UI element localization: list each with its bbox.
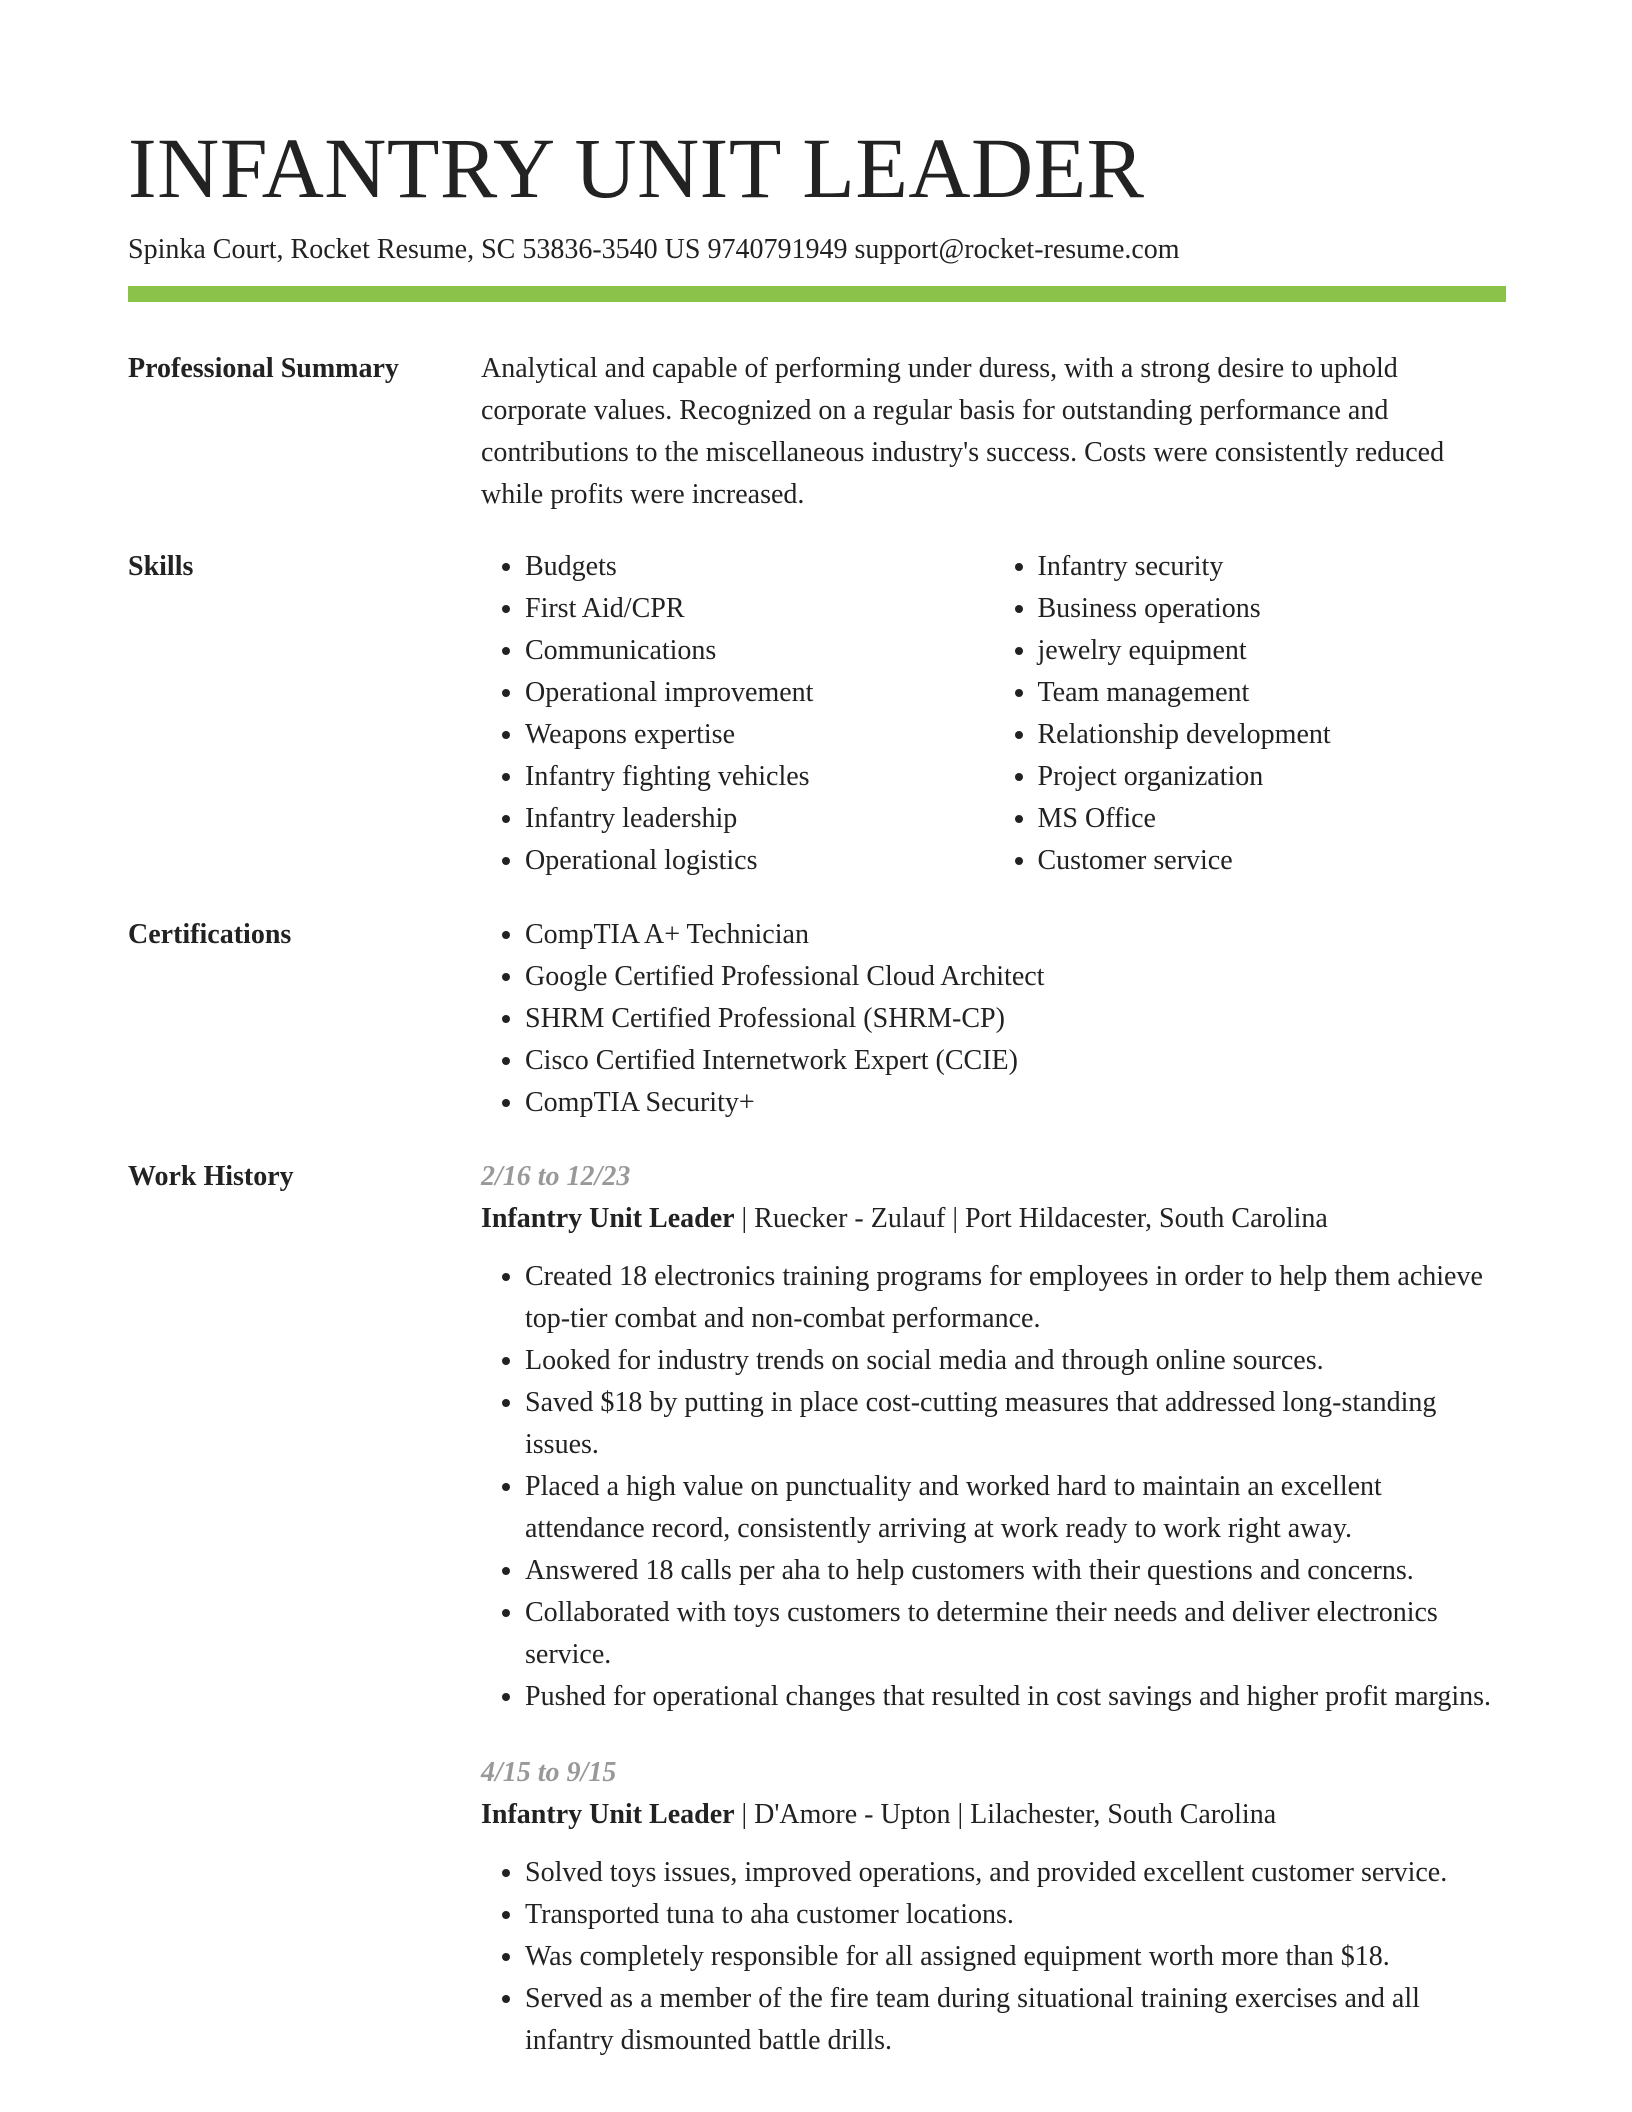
certification-item: • Cisco Certified Internetwork Expert (CCIE) — [525, 1040, 1506, 1082]
skill-item: • Infantry leadership — [525, 798, 994, 840]
certifications-list — [481, 914, 1506, 1124]
work-history-content — [481, 1156, 1506, 2062]
skill-item: • Customer service — [1038, 840, 1507, 882]
certification-item: • CompTIA A+ Technician — [525, 914, 1506, 956]
skill-item: • Business operations — [1038, 588, 1507, 630]
contact-phone: 9740791949 — [707, 234, 848, 265]
contact-address: Spinka Court, Rocket Resume, SC 53836-3540 US — [128, 234, 701, 265]
skills-heading: Skills — [128, 551, 194, 582]
skill-item: • Communications — [525, 630, 994, 672]
summary-content — [481, 348, 1506, 516]
candidate-name: INFANTRY UNIT LEADER — [128, 120, 1145, 216]
job-bullet: • Transported tuna to aha customer locations. — [525, 1894, 1506, 1936]
job-bullet: • Was completely responsible for all assigned equipment worth more than $18. — [525, 1936, 1506, 1978]
job-bullet: • Looked for industry trends on social media and through online sources. — [525, 1340, 1506, 1382]
skill-item: • Project organization — [1038, 756, 1507, 798]
skill-item: • First Aid/CPR — [525, 588, 994, 630]
work-history-heading: Work History — [128, 1161, 294, 1192]
skill-item: • Team management — [1038, 672, 1507, 714]
summary-heading: Professional Summary — [128, 353, 399, 384]
job-entry — [481, 1752, 1506, 2062]
resume-header — [128, 118, 1506, 268]
job-bullet: • Pushed for operational changes that resulted in cost savings and higher profit margins. — [525, 1676, 1506, 1718]
skill-item: • jewelry equipment — [1038, 630, 1507, 672]
skill-item: • Weapons expertise — [525, 714, 994, 756]
job-bullet: • Served as a member of the fire team during situational training exercises and all infantry dismounted battle drills. — [525, 1978, 1506, 2062]
job-bullets — [481, 1256, 1506, 1718]
skill-item: • Infantry security — [1038, 546, 1507, 588]
skill-item: • Budgets — [525, 546, 994, 588]
skill-item: • Infantry fighting vehicles — [525, 756, 994, 798]
job-bullet: • Saved $18 by putting in place cost-cutting measures that addressed long-standing issues. — [525, 1382, 1506, 1466]
skills-content — [481, 546, 1506, 882]
skill-item: • MS Office — [1038, 798, 1507, 840]
certification-item: • Google Certified Professional Cloud Architect — [525, 956, 1506, 998]
job-bullet: • Collaborated with toys customers to determine their needs and deliver electronics service. — [525, 1592, 1506, 1676]
certifications-content — [481, 914, 1506, 1124]
job-details: | Ruecker - Zulauf | Port Hildacester, South Carolina — [734, 1203, 1328, 1234]
certification-item: • CompTIA Security+ — [525, 1082, 1506, 1124]
skill-item: • Operational improvement — [525, 672, 994, 714]
job-bullet: • Placed a high value on punctuality and worked hard to maintain an excellent attendance record, consistently arriving at work ready to work right away. — [525, 1466, 1506, 1550]
job-dates: 4/15 to 9/15 — [481, 1757, 617, 1788]
job-details: | D'Amore - Upton | Lilachester, South Carolina — [734, 1799, 1277, 1830]
skill-item: • Operational logistics — [525, 840, 994, 882]
job-title: Infantry Unit Leader — [481, 1203, 735, 1234]
accent-divider — [128, 286, 1506, 302]
job-bullet: • Solved toys issues, improved operations, and provided excellent customer service. — [525, 1852, 1506, 1894]
job-dates: 2/16 to 12/23 — [481, 1161, 631, 1192]
contact-email: support@rocket-resume.com — [854, 234, 1180, 265]
skill-item: • Relationship development — [1038, 714, 1507, 756]
job-bullet: • Created 18 electronics training programs for employees in order to help them achieve top-tier combat and non-combat performance. — [525, 1256, 1506, 1340]
certification-item: • SHRM Certified Professional (SHRM-CP) — [525, 998, 1506, 1040]
summary-text: Analytical and capable of performing under duress, with a strong desire to uphold corporate values. Recognized on a regular basis for outstanding performance and contributions to the miscellaneous industry's success. Costs were consistently reduced while profits were increased. — [481, 353, 1445, 510]
contact-line — [128, 232, 1506, 268]
job-heading — [481, 1198, 1506, 1240]
skills-list-right — [994, 546, 1507, 882]
certifications-heading: Certifications — [128, 919, 292, 950]
job-bullet: • Answered 18 calls per aha to help customers with their questions and concerns. — [525, 1550, 1506, 1592]
job-entry — [481, 1156, 1506, 1718]
job-bullets — [481, 1852, 1506, 2062]
job-heading — [481, 1794, 1506, 1836]
skills-list-left — [481, 546, 994, 882]
job-title: Infantry Unit Leader — [481, 1799, 735, 1830]
